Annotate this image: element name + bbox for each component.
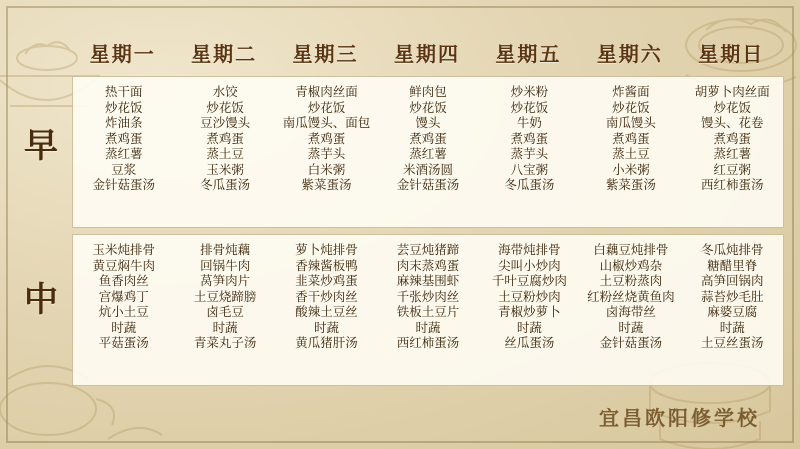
dish-item: 煮鸡蛋	[409, 131, 447, 146]
dish-item: 蒸芋头	[510, 147, 549, 161]
dish-item: 炒花饭	[206, 100, 244, 115]
dish-item: 炕小土豆	[98, 305, 149, 319]
dish-item: 牛奶	[516, 116, 542, 130]
dish-item: 时蔬	[212, 320, 238, 335]
dish-item: 玉米炖排骨	[92, 243, 155, 257]
dish-item: 金针菇蛋汤	[396, 178, 460, 192]
lunch-column-friday	[479, 243, 580, 377]
dish-item: 青椒炒萝卜	[498, 305, 561, 319]
dish-item: 平菇蛋汤	[98, 336, 149, 350]
dish-item: 酸辣土豆丝	[295, 305, 358, 319]
dish-item: 炒花饭	[409, 100, 447, 115]
dish-item: 丝瓜蛋汤	[504, 336, 555, 350]
dish-item: 糖醋里脊	[707, 258, 758, 273]
dish-item: 铁板土豆片	[396, 305, 460, 319]
dish-item: 煮鸡蛋	[307, 131, 346, 146]
lunch-panel	[72, 234, 784, 386]
breakfast-column-sunday	[682, 85, 783, 219]
breakfast-column-tuesday	[174, 85, 275, 219]
school-name: 宜昌欧阳修学校	[599, 408, 760, 430]
dish-item: 芸豆炖猪蹄	[396, 243, 460, 257]
dish-item: 煮鸡蛋	[612, 131, 650, 146]
label-breakfast: 早	[24, 128, 58, 165]
dish-item: 炒花饭	[612, 100, 650, 115]
lunch-column-monday	[73, 243, 174, 377]
dish-item: 海带炖排骨	[498, 243, 561, 257]
dish-item: 千叶豆腐炒肉	[491, 274, 567, 288]
dish-item: 炒花饭	[713, 100, 751, 115]
dish-item: 山椒炒鸡杂	[599, 258, 663, 273]
dish-item: 煮鸡蛋	[104, 131, 143, 146]
dish-item: 麻婆豆腐	[707, 305, 758, 319]
dish-item: 莴笋肉片	[200, 274, 251, 288]
dish-item: 金针菇蛋汤	[92, 178, 155, 192]
breakfast-column-wednesday	[276, 85, 377, 219]
breakfast-column-thursday	[377, 85, 478, 219]
dish-item: 紫菜蛋汤	[301, 178, 352, 192]
dish-item: 青椒肉丝面	[295, 85, 358, 99]
dish-item: 蒸芋头	[307, 147, 346, 161]
dish-item: 冬瓜炖排骨	[700, 243, 764, 257]
dish-item: 青菜丸子汤	[193, 336, 257, 350]
dish-item: 馒头	[415, 116, 441, 130]
dish-item: 胡萝卜肉丝面	[694, 85, 770, 99]
weekday-thursday: 星期四	[393, 44, 460, 66]
dish-item: 肉末蒸鸡蛋	[396, 258, 460, 273]
dish-item: 时蔬	[415, 320, 441, 335]
dish-item: 蒜苔炒毛肚	[700, 289, 764, 304]
dish-item: 时蔬	[618, 320, 644, 335]
dish-item: 蒸红薯	[409, 147, 447, 161]
dish-item: 煮鸡蛋	[206, 131, 244, 146]
weekday-friday: 星期五	[495, 44, 562, 66]
dish-item: 时蔬	[516, 320, 542, 335]
lunch-column-thursday	[377, 243, 478, 377]
dish-item: 排骨炖藕	[200, 243, 251, 257]
dish-item: 时蔬	[719, 320, 745, 335]
dish-item: 土豆粉蒸肉	[599, 274, 663, 288]
dish-item: 蒸红薯	[104, 147, 143, 161]
dish-item: 香辣酱板鸭	[295, 258, 358, 273]
weekday-sunday: 星期日	[698, 44, 765, 66]
weekday-header-row	[72, 38, 782, 67]
dish-item: 炸酱面	[612, 85, 650, 99]
dish-item: 炒花饭	[307, 100, 346, 115]
dish-item: 炒米粉	[510, 85, 549, 99]
dish-item: 豆浆	[111, 162, 137, 177]
dish-item: 香干炒肉丝	[295, 289, 358, 304]
dish-item: 土豆粉炒肉	[498, 289, 561, 304]
dish-item: 水饺	[212, 85, 238, 99]
lunch-column-saturday	[580, 243, 681, 377]
weekday-monday: 星期一	[89, 44, 156, 66]
dish-item: 时蔬	[314, 320, 340, 335]
dish-item: 热干面	[104, 85, 143, 99]
dish-item: 炸油条	[104, 116, 143, 130]
breakfast-column-friday	[479, 85, 580, 219]
dish-item: 红粉丝烧黄鱼肉	[587, 289, 675, 304]
dish-item: 时蔬	[111, 320, 137, 335]
weekday-wednesday: 星期三	[292, 44, 359, 66]
dish-item: 卤毛豆	[206, 305, 244, 319]
dish-item: 萝卜炖排骨	[295, 243, 358, 257]
label-lunch: 中	[24, 282, 58, 319]
lunch-column-tuesday	[174, 243, 275, 377]
dish-item: 炒花饭	[104, 100, 143, 115]
dish-item: 高笋回锅肉	[700, 274, 764, 288]
dish-item: 鱼香肉丝	[98, 274, 149, 288]
dish-item: 卤海带丝	[605, 305, 656, 319]
dish-item: 红豆粥	[713, 162, 751, 177]
dish-item: 白藕豆炖排骨	[593, 243, 669, 257]
dish-item: 紫菜蛋汤	[605, 178, 656, 192]
dish-item: 黄瓜猪肝汤	[295, 336, 358, 350]
dish-item: 千张炒肉丝	[396, 289, 460, 304]
dish-item: 煮鸡蛋	[510, 131, 549, 146]
weekday-tuesday: 星期二	[191, 44, 258, 66]
dish-item: 土豆丝蛋汤	[700, 336, 764, 350]
dish-item: 小米粥	[612, 162, 650, 177]
dish-item: 豆沙馒头	[200, 116, 251, 130]
dish-item: 八宝粥	[510, 162, 549, 177]
dish-item: 南瓜馒头、面包	[282, 116, 371, 130]
dish-item: 馒头、花卷	[700, 116, 764, 130]
dish-item: 白米粥	[307, 162, 346, 177]
dish-item: 冬瓜蛋汤	[200, 178, 251, 192]
dish-item: 炒花饭	[510, 100, 549, 115]
dish-item: 土豆烧蹄膀	[193, 289, 257, 304]
breakfast-column-monday	[73, 85, 174, 219]
dish-item: 蒸土豆	[612, 147, 650, 161]
dish-item: 鲜肉包	[409, 85, 447, 99]
dish-item: 南瓜馒头	[605, 116, 656, 130]
dish-item: 煮鸡蛋	[713, 131, 751, 146]
dish-item: 蒸红薯	[713, 147, 751, 161]
dish-item: 宫爆鸡丁	[98, 289, 149, 304]
dish-item: 尖叫小炒肉	[498, 258, 561, 273]
dish-item: 金针菇蛋汤	[599, 336, 663, 350]
dish-item: 麻辣基围虾	[396, 274, 460, 288]
dish-item: 韭菜炒鸡蛋	[295, 274, 358, 288]
dish-item: 冬瓜蛋汤	[504, 178, 555, 192]
lunch-column-sunday	[682, 243, 783, 377]
dish-item: 回锅牛肉	[200, 258, 251, 273]
dish-item: 米酒汤圆	[402, 162, 453, 177]
dish-item: 玉米粥	[206, 162, 244, 177]
dish-item: 黄豆焖牛肉	[92, 258, 155, 273]
dish-item: 西红柿蛋汤	[700, 178, 764, 192]
lunch-column-wednesday	[276, 243, 377, 377]
weekday-saturday: 星期六	[596, 44, 663, 66]
breakfast-panel	[72, 76, 784, 228]
breakfast-column-saturday	[580, 85, 681, 219]
dish-item: 蒸土豆	[206, 147, 244, 161]
dish-item: 西红柿蛋汤	[396, 336, 460, 350]
